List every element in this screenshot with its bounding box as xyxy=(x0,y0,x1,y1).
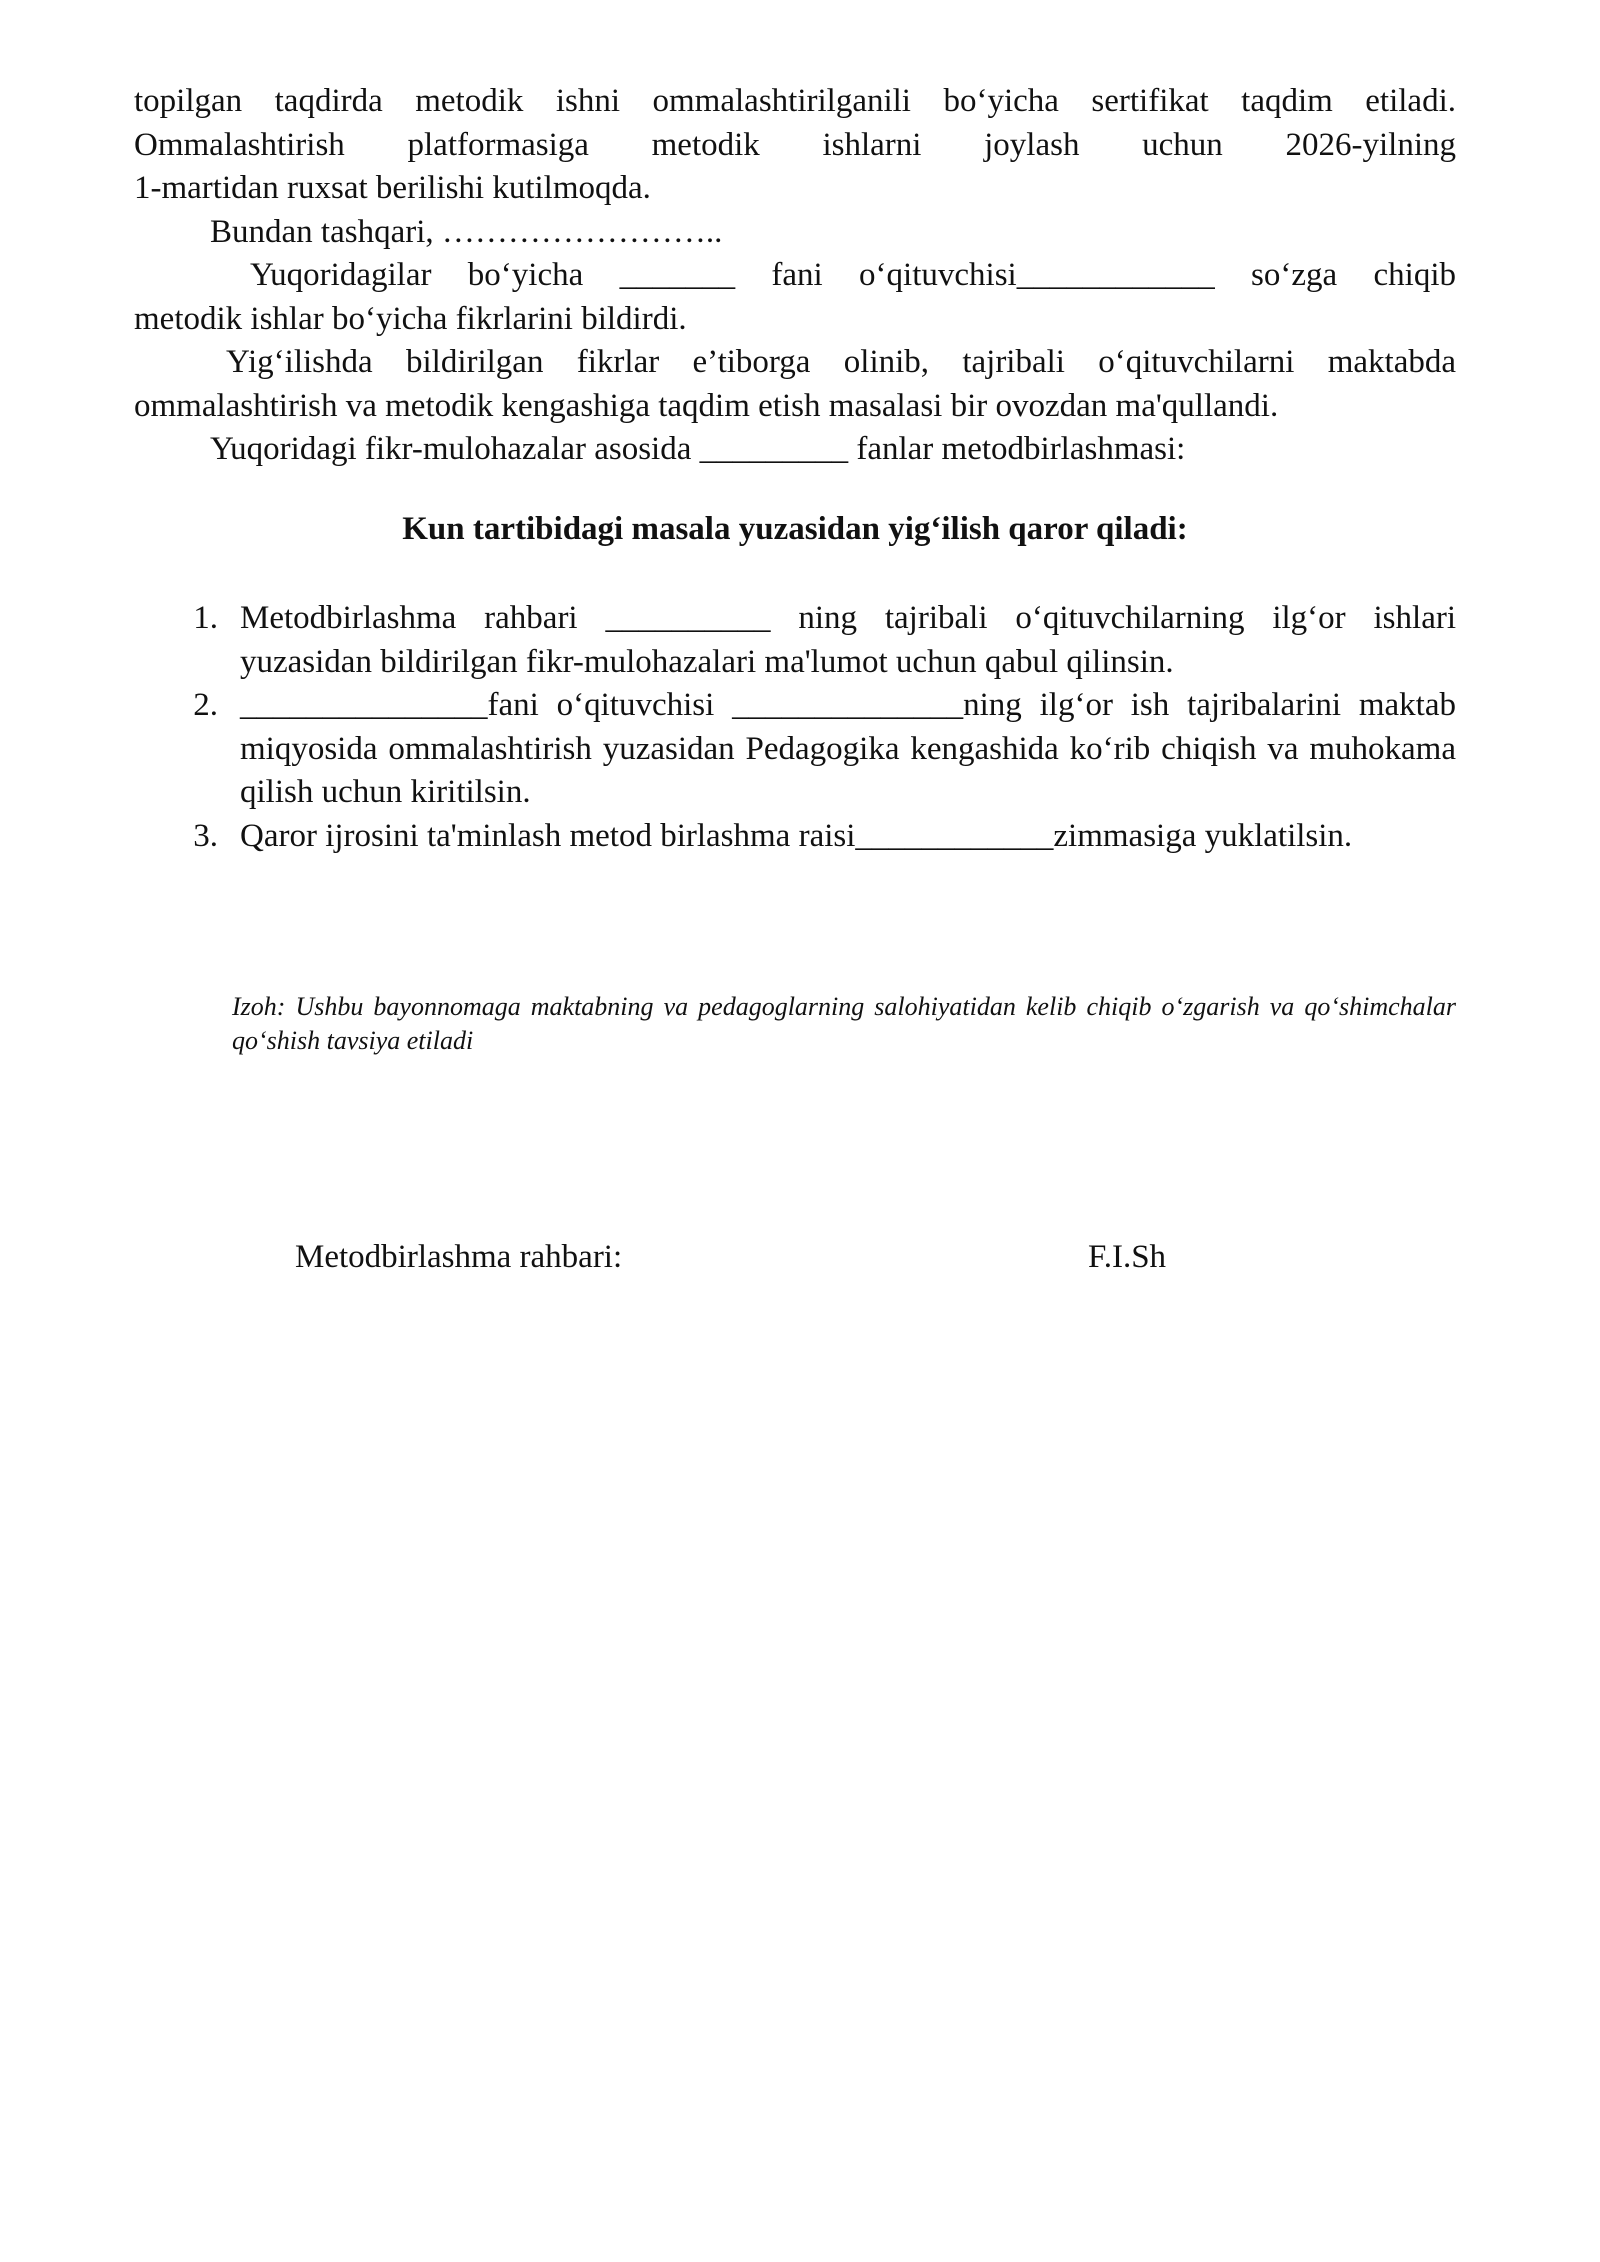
decision-number: 1. xyxy=(193,600,218,636)
decision-number: 2. xyxy=(193,687,218,723)
note-text: Izoh: Ushbu bayonnomaga maktabning va pedagoglarning salohiyatidan kelib chiqib o‘zgarish va qo‘shimchalar qo‘shish tavsiya etiladi xyxy=(232,992,1456,1055)
paragraph-3-line-1: Yuqoridagilar bo‘yicha _______ fani o‘qituvchisi____________ so‘zga chiqib xyxy=(250,257,1456,293)
decision-text: Metodbirlashma rahbari __________ ning tajribali o‘qituvchilarning ilg‘or ishlari yuzasidan bildirilgan fikr-mulohazalari ma'lumot uchun qabul qilinsin. xyxy=(240,600,1456,680)
decision-text: Qaror ijrosini ta'minlash metod birlashma raisi____________zimmasiga yuklatilsin. xyxy=(240,817,1353,854)
paragraph-1-line-2: Ommalashtirish platformasiga metodik ishlarni joylash uchun 2026-yilning xyxy=(134,126,1456,163)
signature-role: Metodbirlashma rahbari: xyxy=(295,1239,623,1275)
intro-paragraphs xyxy=(134,80,1456,472)
paragraph-4-line-1: Yig‘ilishda bildirilgan fikrlar e’tiborga olinib, tajribali o‘qituvchilarni maktabda xyxy=(226,344,1456,380)
paragraph-2: Bundan tashqari, …………………….. xyxy=(210,213,723,250)
paragraph-3-line-2: metodik ishlar bo‘yicha fikrlarini bildirdi. xyxy=(134,300,687,337)
decision-list xyxy=(134,597,1456,858)
decision-item-2 xyxy=(134,684,1456,815)
paragraph-1-line-1: topilgan taqdirda metodik ishni ommalashtirilganili bo‘yicha sertifikat taqdim etiladi. xyxy=(134,83,1456,119)
signature-name: F.I.Sh xyxy=(1088,1239,1167,1275)
paragraph-4-line-2: ommalashtirish va metodik kengashiga taqdim etish masalasi bir ovozdan ma'qullandi. xyxy=(134,387,1279,424)
paragraph-5: Yuqoridagi fikr-mulohazalar asosida _________ fanlar metodbirlashmasi: xyxy=(210,431,1186,467)
decision-item-3 xyxy=(134,815,1456,859)
decision-heading: Kun tartibidagi masala yuzasidan yig‘ilish qaror qiladi: xyxy=(402,511,1188,547)
decision-item-1 xyxy=(134,597,1456,684)
decision-number: 3. xyxy=(193,817,218,854)
paragraph-1-line-3: 1-martidan ruxsat berilishi kutilmoqda. xyxy=(134,170,651,206)
decision-text: _______________fani o‘qituvchisi ______________ning ilg‘or ish tajribalarini maktab miqyosida ommalashtirish yuzasidan Pedagogika kengashida ko‘rib chiqish va muhokama qilish uchun kiritilsin. xyxy=(240,687,1456,810)
